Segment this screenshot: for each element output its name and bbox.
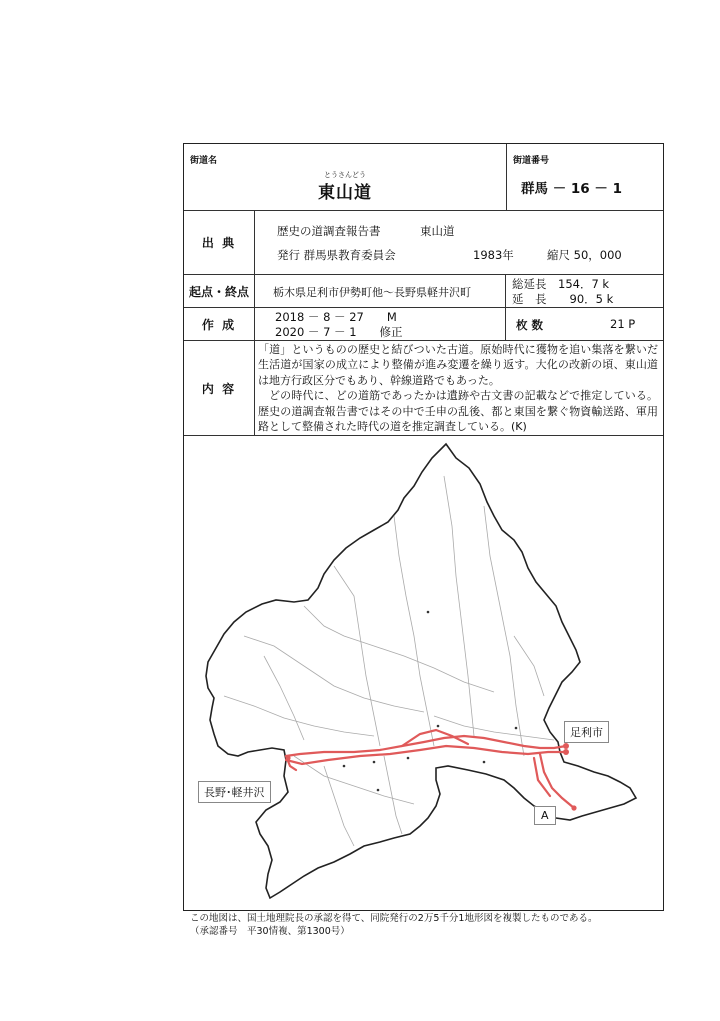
a-label: A xyxy=(534,806,556,825)
content-paragraph-2: どの時代に、どの道筋であったかは遺跡や古文書の記載などで推定している。歴史の道調査報告書ではその中で壬申の乱後、都と東国を繋ぐ物資輸送路、軍用路として整備された時代の道を推定調査している。(K) xyxy=(258,389,658,434)
town-dots xyxy=(343,611,518,792)
road-name: 東山道 xyxy=(318,183,372,203)
nagano-point xyxy=(285,755,290,760)
source-title: 歴史の道調査報告書 xyxy=(277,224,381,238)
road-name-ruby: とうさんどう xyxy=(324,171,366,179)
road-number-label: 街道番号 xyxy=(513,156,550,166)
ashikaga-point-1 xyxy=(563,743,569,749)
source-publisher: 発行 群馬県教育委員会 xyxy=(277,248,396,262)
footnote-line-2: （承認番号 平30情複、第1300号） xyxy=(190,925,350,937)
road-name-label: 街道名 xyxy=(190,156,218,166)
route-text: 栃木県足利市伊勢町他～長野県軽井沢町 xyxy=(273,286,471,299)
ashikaga-label: 足利市 xyxy=(564,721,609,743)
created-body xyxy=(254,308,505,340)
content-row xyxy=(184,341,663,436)
source-scale: 縮尺 50，000 xyxy=(547,248,622,262)
record-sheet xyxy=(183,143,664,911)
length-body xyxy=(505,275,663,307)
source-row xyxy=(184,211,663,275)
nagano-karuizawa-label: 長野･軽井沢 xyxy=(198,781,271,803)
prefecture-outline xyxy=(206,444,636,898)
count-body xyxy=(505,308,663,340)
map-footnote xyxy=(190,913,597,938)
count-value: 21 P xyxy=(610,317,636,331)
route-label: 起点・終点 xyxy=(188,284,249,299)
road-name-cell xyxy=(184,144,506,210)
created-line1: 2018 － 8 － 27 M xyxy=(275,310,397,324)
content-label: 内 容 xyxy=(201,381,237,396)
length: 延 長 90．5 k xyxy=(512,292,614,306)
total-length: 総延長 154．7 k xyxy=(512,277,610,291)
source-label: 出 典 xyxy=(201,236,237,250)
content-divider xyxy=(254,341,255,435)
created-line2: 2020 － 7 － 1 修正 xyxy=(275,325,403,339)
road-number: 群馬 － 16 － 1 xyxy=(521,181,622,197)
ashikaga-point-2 xyxy=(563,749,569,755)
source-year: 1983年 xyxy=(473,248,514,262)
source-road: 東山道 xyxy=(420,224,455,238)
created-row xyxy=(184,308,663,341)
road-route xyxy=(286,730,574,808)
content-text xyxy=(258,342,658,434)
created-label: 作 成 xyxy=(201,317,237,332)
footnote-line-1: この地図は、国土地理院長の承認を得て、同院発行の2万5千分1地形図を複製したものである。 xyxy=(190,913,598,924)
source-body xyxy=(254,211,663,274)
route-row xyxy=(184,275,663,308)
map-svg xyxy=(184,436,662,910)
count-label: 枚 数 xyxy=(516,318,544,332)
road-number-cell xyxy=(506,144,663,210)
header-row xyxy=(184,144,663,211)
content-paragraph-1: 「道」というものの歴史と結びついた古道。原始時代に獲物を追い集落を繋いだ生活道が国家の成立により整備が進み変遷を繰り返す。大化の改新の頃、東山道は地方行政区分でもあり、幹線道路でもあった。 xyxy=(258,343,658,387)
a-point xyxy=(571,805,576,810)
route-body xyxy=(254,275,505,307)
route-map xyxy=(184,436,663,910)
